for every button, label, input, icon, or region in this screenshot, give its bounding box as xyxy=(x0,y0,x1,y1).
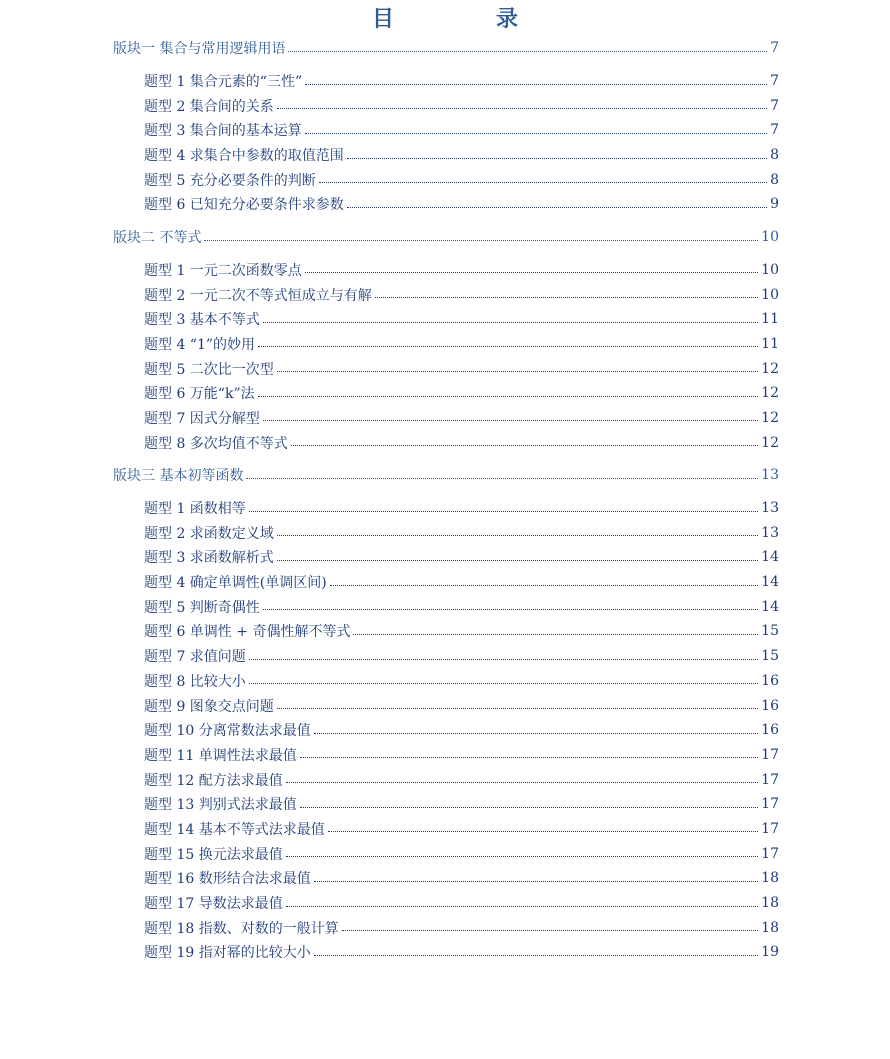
toc-item-label: 题型 15 换元法求最值 xyxy=(144,844,286,864)
toc-item-label: 题型 3 集合间的基本运算 xyxy=(144,120,305,140)
toc-item-label: 题型 8 多次均值不等式 xyxy=(144,433,291,453)
toc-item-entry[interactable] xyxy=(0,594,779,619)
toc-item-label: 题型 9 图象交点问题 xyxy=(144,696,277,716)
toc-item-entry[interactable] xyxy=(0,93,779,118)
dot-leader xyxy=(263,322,758,323)
dot-leader xyxy=(286,782,758,783)
toc-page-number: 12 xyxy=(761,409,779,426)
toc-item-entry[interactable] xyxy=(0,693,779,718)
toc-page-number: 8 xyxy=(770,147,779,164)
toc-item-label: 题型 6 单调性 + 奇偶性解不等式 xyxy=(144,621,353,641)
toc-item-entry[interactable] xyxy=(0,258,779,283)
dot-leader xyxy=(291,445,758,446)
dot-leader xyxy=(314,733,758,734)
toc-page-number: 16 xyxy=(761,697,779,714)
toc-item-entry[interactable] xyxy=(0,891,779,916)
toc-item-label: 题型 13 判别式法求最值 xyxy=(144,794,300,814)
toc-item-label: 题型 5 二次比一次型 xyxy=(144,359,277,379)
dot-leader xyxy=(263,609,758,610)
dot-leader xyxy=(249,683,758,684)
toc-item-entry[interactable] xyxy=(0,118,779,143)
dot-leader xyxy=(258,346,758,347)
toc-item-entry[interactable] xyxy=(0,496,779,521)
dot-leader xyxy=(305,84,767,85)
toc-item-entry[interactable] xyxy=(0,192,779,217)
toc-item-entry[interactable] xyxy=(0,915,779,940)
toc-page-number: 7 xyxy=(770,122,779,139)
dot-leader xyxy=(353,634,758,635)
toc-item-entry[interactable] xyxy=(0,619,779,644)
dot-leader xyxy=(277,108,767,109)
toc-page-number: 18 xyxy=(761,895,779,912)
dot-leader xyxy=(330,585,758,586)
toc-item-entry[interactable] xyxy=(0,718,779,743)
toc-item-label: 题型 19 指对幂的比较大小 xyxy=(144,942,314,962)
toc-item-entry[interactable] xyxy=(0,381,779,406)
toc-item-label: 题型 16 数形结合法求最值 xyxy=(144,868,314,888)
dot-leader xyxy=(300,757,758,758)
dot-leader xyxy=(277,535,758,536)
toc-item-entry[interactable] xyxy=(0,669,779,694)
toc-item-label: 题型 1 函数相等 xyxy=(144,498,249,518)
toc-page-number: 8 xyxy=(770,171,779,188)
toc-page-number: 17 xyxy=(761,771,779,788)
dot-leader xyxy=(286,906,758,907)
toc-item-entry[interactable] xyxy=(0,307,779,332)
toc-item-entry[interactable] xyxy=(0,767,779,792)
toc-page-number: 10 xyxy=(761,229,779,246)
dot-leader xyxy=(263,420,758,421)
dot-leader xyxy=(286,856,758,857)
toc-page-number: 13 xyxy=(761,524,779,541)
toc-item-label: 题型 2 集合间的关系 xyxy=(144,96,277,116)
toc-item-label: 题型 18 指数、对数的一般计算 xyxy=(144,918,342,938)
dot-leader xyxy=(314,881,758,882)
dot-leader xyxy=(305,133,767,134)
toc-item-label: 题型 7 因式分解型 xyxy=(144,408,263,428)
toc-item-entry[interactable] xyxy=(0,143,779,168)
dot-leader xyxy=(277,560,758,561)
toc-page-number: 15 xyxy=(761,648,779,665)
toc-item-label: 题型 4 确定单调性(单调区间) xyxy=(144,572,330,592)
toc-page-number: 7 xyxy=(770,97,779,114)
toc-page-number: 13 xyxy=(761,500,779,517)
toc-item-label: 题型 12 配方法求最值 xyxy=(144,770,286,790)
toc-page-number: 17 xyxy=(761,820,779,837)
toc-item-label: 题型 7 求值问题 xyxy=(144,646,249,666)
toc-item-label: 题型 8 比较大小 xyxy=(144,671,249,691)
toc-item-entry[interactable] xyxy=(0,866,779,891)
toc-item-label: 题型 14 基本不等式法求最值 xyxy=(144,819,328,839)
dot-leader xyxy=(277,371,758,372)
dot-leader xyxy=(204,240,758,241)
dot-leader xyxy=(347,158,767,159)
toc-page-number: 14 xyxy=(761,574,779,591)
toc-item-entry[interactable] xyxy=(0,332,779,357)
dot-leader xyxy=(288,51,767,52)
toc-item-entry[interactable] xyxy=(0,545,779,570)
toc-item-label: 题型 4 求集合中参数的取值范围 xyxy=(144,145,347,165)
toc-section-label: 版块三 基本初等函数 xyxy=(113,465,246,485)
toc-item-label: 题型 5 判断奇偶性 xyxy=(144,597,263,617)
dot-leader xyxy=(314,955,758,956)
dot-leader xyxy=(319,182,767,183)
toc-item-entry[interactable] xyxy=(0,282,779,307)
toc-item-entry[interactable] xyxy=(0,792,779,817)
toc-title: 目 录 xyxy=(371,6,558,32)
toc-item-entry[interactable] xyxy=(0,406,779,431)
toc-item-label: 题型 3 基本不等式 xyxy=(144,309,263,329)
toc-section-entry[interactable] xyxy=(0,225,779,250)
toc-item-entry[interactable] xyxy=(0,817,779,842)
toc-page-number: 16 xyxy=(761,722,779,739)
toc-section-label: 版块二 不等式 xyxy=(113,227,204,247)
dot-leader xyxy=(249,511,758,512)
dot-leader xyxy=(375,297,758,298)
toc-page-number: 18 xyxy=(761,870,779,887)
toc-page-number: 16 xyxy=(761,672,779,689)
toc-item-label: 题型 10 分离常数法求最值 xyxy=(144,720,314,740)
toc-section-entry[interactable] xyxy=(0,463,779,488)
toc-page-number: 10 xyxy=(761,261,779,278)
toc-item-entry[interactable] xyxy=(0,570,779,595)
dot-leader xyxy=(277,708,758,709)
toc-item-label: 题型 5 充分必要条件的判断 xyxy=(144,170,319,190)
toc-item-label: 题型 6 已知充分必要条件求参数 xyxy=(144,194,347,214)
toc-section-entry[interactable] xyxy=(0,36,779,61)
toc-page-number: 18 xyxy=(761,919,779,936)
toc-item-entry[interactable] xyxy=(0,841,779,866)
toc-item-entry[interactable] xyxy=(0,430,779,455)
toc-page-number: 10 xyxy=(761,286,779,303)
toc-page-number: 7 xyxy=(770,73,779,90)
toc-page-number: 12 xyxy=(761,385,779,402)
toc-item-label: 题型 3 求函数解析式 xyxy=(144,547,277,567)
toc-page-number: 17 xyxy=(761,845,779,862)
toc-page-number: 9 xyxy=(770,196,779,213)
toc-page-number: 15 xyxy=(761,623,779,640)
toc-page-number: 14 xyxy=(761,549,779,566)
toc-item-entry[interactable] xyxy=(0,356,779,381)
toc-item-entry[interactable] xyxy=(0,940,779,965)
toc-item-entry[interactable] xyxy=(0,520,779,545)
dot-leader xyxy=(342,930,758,931)
dot-leader xyxy=(300,807,758,808)
toc-item-entry[interactable] xyxy=(0,743,779,768)
toc-page-number: 19 xyxy=(761,944,779,961)
dot-leader xyxy=(328,831,758,832)
toc-page-number: 17 xyxy=(761,746,779,763)
toc-page-number: 11 xyxy=(761,311,779,328)
toc-section-label: 版块一 集合与常用逻辑用语 xyxy=(113,38,288,58)
dot-leader xyxy=(305,272,758,273)
toc-list xyxy=(0,36,890,965)
toc-page-number: 12 xyxy=(761,360,779,377)
toc-item-entry[interactable] xyxy=(0,167,779,192)
dot-leader xyxy=(347,207,767,208)
toc-item-label: 题型 11 单调性法求最值 xyxy=(144,745,300,765)
toc-item-label: 题型 2 求函数定义域 xyxy=(144,523,277,543)
toc-item-entry[interactable] xyxy=(0,69,779,94)
toc-page-number: 11 xyxy=(761,335,779,352)
toc-item-label: 题型 6 万能“k”法 xyxy=(144,383,258,403)
dot-leader xyxy=(249,659,758,660)
toc-item-entry[interactable] xyxy=(0,644,779,669)
toc-item-label: 题型 1 一元二次函数零点 xyxy=(144,260,305,280)
dot-leader xyxy=(246,478,758,479)
toc-page-number: 14 xyxy=(761,598,779,615)
toc-page-number: 13 xyxy=(761,467,779,484)
toc-item-label: 题型 1 集合元素的“三性” xyxy=(144,71,305,91)
toc-item-label: 题型 4 “1”的妙用 xyxy=(144,334,258,354)
toc-page-number: 12 xyxy=(761,434,779,451)
toc-page-number: 17 xyxy=(761,796,779,813)
toc-page-number: 7 xyxy=(770,40,779,57)
toc-item-label: 题型 2 一元二次不等式恒成立与有解 xyxy=(144,285,375,305)
toc-item-label: 题型 17 导数法求最值 xyxy=(144,893,286,913)
dot-leader xyxy=(258,396,759,397)
